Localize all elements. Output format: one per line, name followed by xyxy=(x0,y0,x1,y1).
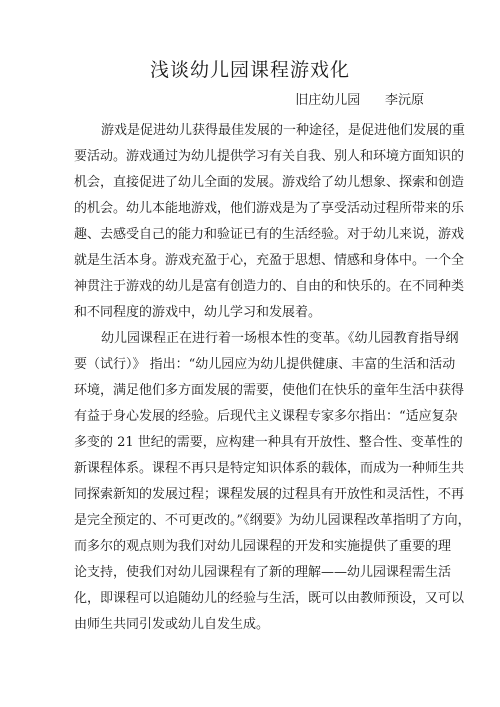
paragraph-2-line-9: 而多尔的观点则为我们对幼儿园课程的开发和实施提供了重要的理 xyxy=(74,539,452,554)
paragraph-1-line-1: 游戏是促进幼儿获得最佳发展的一种途径，是促进他们发展的重 xyxy=(101,123,466,138)
paragraph-2-line-6: 新课程体系。课程不再只是特定知识体系的载体，而成为一种师生共 xyxy=(74,461,465,476)
paragraph-1-line-6: 就是生活本身。游戏充盈于心，充盈于思想、情感和身体中。一个全 xyxy=(74,253,465,268)
paragraph-1-line-2: 要活动。游戏通过为幼儿提供学习有关自我、别人和环境方面知识的 xyxy=(74,149,465,164)
paragraph-2-line-11: 化，即课程可以追随幼儿的经验与生活，既可以由教师预设，又可以 xyxy=(74,591,465,606)
paragraph-2-line-12: 由师生共同引发或幼儿自发生成。 xyxy=(74,617,270,632)
paragraph-1-line-5: 趣、去感受自己的能力和验证已有的生活经验。对于幼儿来说，游戏 xyxy=(74,227,465,242)
paragraph-2-line-10: 论支持，使我们对幼儿园课程有了新的理解——幼儿园课程需生活 xyxy=(74,565,452,580)
paragraph-2-line-1: 幼儿园课程正在进行着一场根本性的变革。《幼儿园教育指导纲 xyxy=(101,331,459,346)
paragraph-2-line-3: 环境，满足他们多方面发展的需要，使他们在快乐的童年生活中获得 xyxy=(74,383,465,398)
paragraph-1-line-3: 机会，直接促进了幼儿全面的发展。游戏给了幼儿想象、探索和创造 xyxy=(74,175,465,190)
paragraph-2-line-2: 要（试行）》 指出：“幼儿园应为幼儿提供健康、丰富的生活和活动 xyxy=(74,357,456,372)
author-byline: 旧庄幼儿园 李沅原 xyxy=(295,93,424,108)
document-title: 浅谈幼儿园课程游戏化 xyxy=(149,59,350,81)
paragraph-2-line-7: 同探索新知的发展过程；课程发展的过程具有开放性和灵活性，不再 xyxy=(74,487,465,502)
paragraph-1-line-8: 和不同程度的游戏中，幼儿学习和发展着。 xyxy=(74,305,322,320)
paragraph-1-line-7: 神贯注于游戏的幼儿是富有创造力的、自由的和快乐的。在不同种类 xyxy=(74,279,465,294)
paragraph-2-line-5: 多变的 21 世纪的需要，应构建一种具有开放性、整合性、变革性的 xyxy=(74,435,463,450)
paragraph-2-line-4: 有益于身心发展的经验。后现代主义课程专家多尔指出：“适应复杂 xyxy=(74,409,458,424)
paragraph-1-line-4: 的机会。幼儿本能地游戏，他们游戏是为了享受活动过程所带来的乐 xyxy=(74,201,465,216)
paragraph-2-line-8: 是完全预定的、不可更改的。”《纲要》为幼儿园课程改革指明了方向， xyxy=(74,513,471,528)
